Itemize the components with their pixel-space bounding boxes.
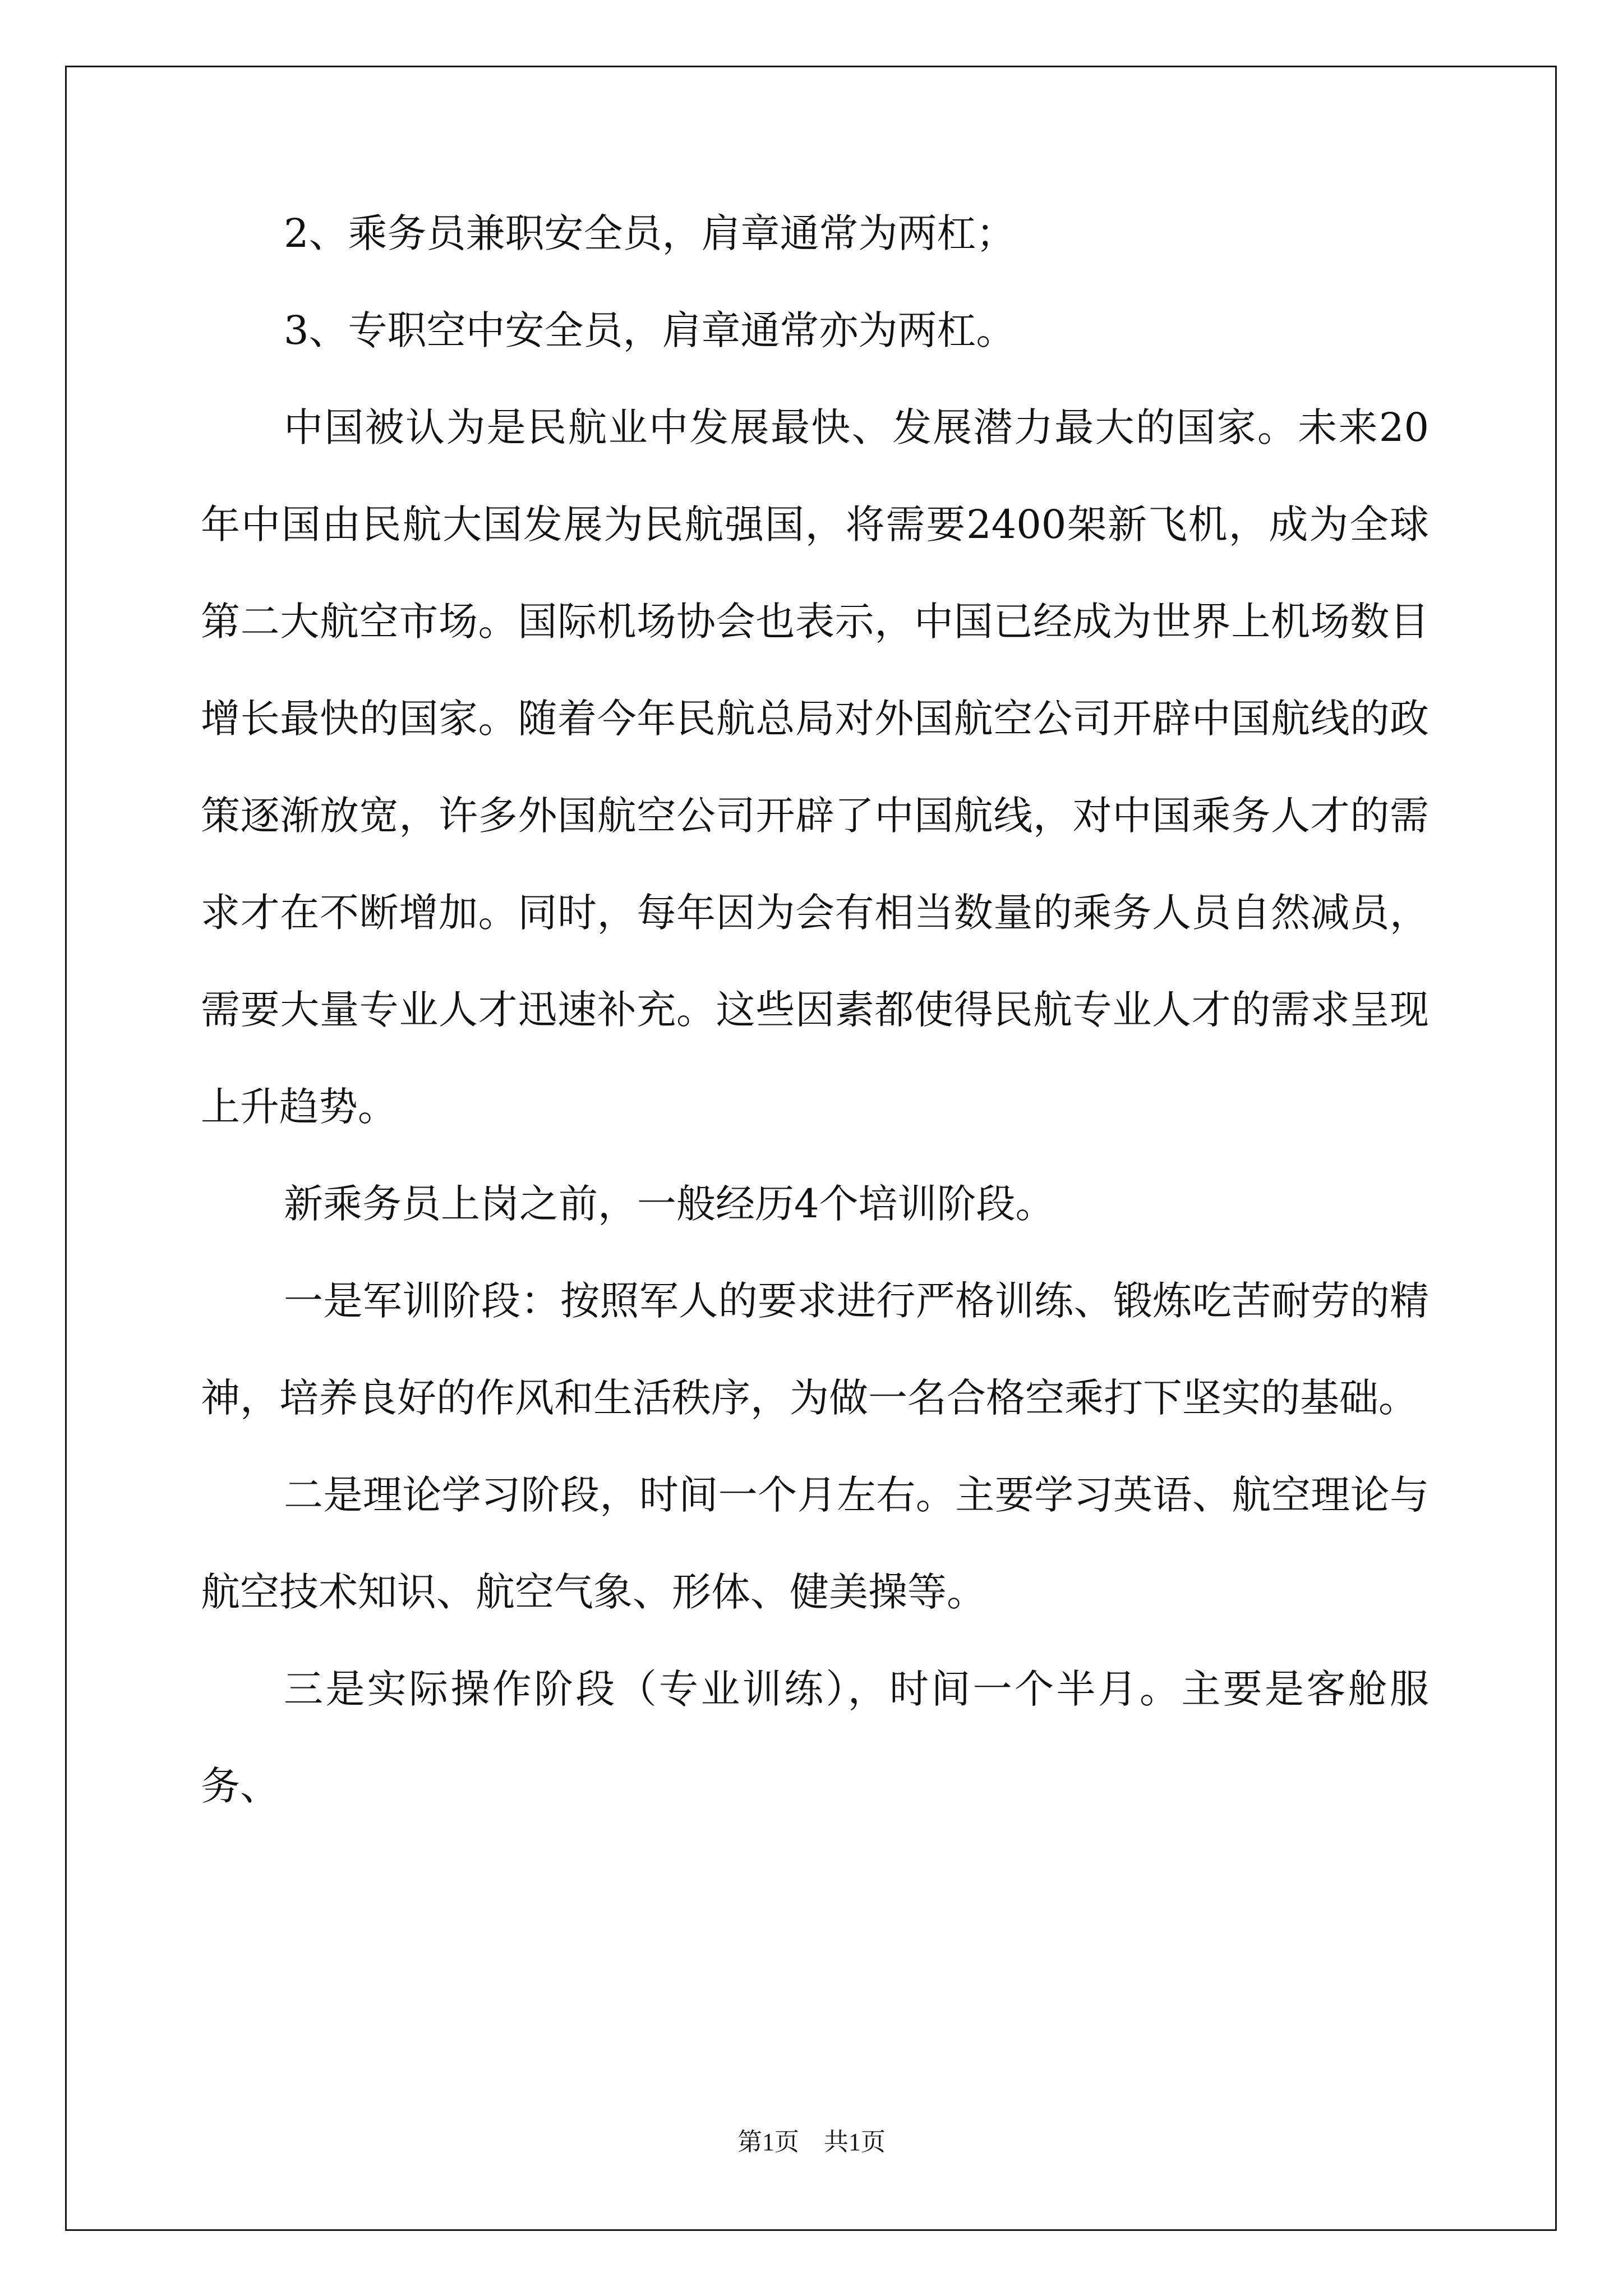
paragraph-1: 2、乘务员兼职安全员，肩章通常为两杠； [284, 210, 1016, 256]
paragraph-5: 一是军训阶段：按照军人的要求进行严格训练、锻炼吃苦耐劳的精神，培养良好的作风和生活秩序，为做一名合格空乘打下坚实的基础。 [201, 1278, 1429, 1421]
paragraph-6: 二是理论学习阶段，时间一个月左右。主要学习英语、航空理论与航空技术知识、航空气象、形体、健美操等。 [201, 1472, 1429, 1615]
paragraph-4: 新乘务员上岗之前，一般经历4个培训阶段。 [284, 1181, 1055, 1227]
paragraph-2: 3、专职空中安全员，肩章通常亦为两杠。 [284, 307, 1016, 353]
paragraph-3: 中国被认为是民航业中发展最快、发展潜力最大的国家。未来20年中国由民航大国发展为民航强国，将需要2400架新飞机，成为全球第二大航空市场。国际机场协会也表示，中国已经成为世界上机场数目增长最快的国家。随着今年民航总局对外国航空公司开辟中国航线的政策逐渐放宽，许多外国航空公司开辟了中国航线，对中国乘务人才的需求才在不断增加。同时，每年因为会有相当数量的乘务人员自然减员，需要大量专业人才迅速补充。这些因素都使得民航专业人才的需求呈现上升趋势。 [201, 404, 1429, 1130]
document-body [201, 185, 1429, 1835]
page-footer: 第1页 共1页 [737, 2128, 886, 2156]
paragraph-7: 三是实际操作阶段（专业训练），时间一个半月。主要是客舱服务、 [201, 1666, 1429, 1809]
